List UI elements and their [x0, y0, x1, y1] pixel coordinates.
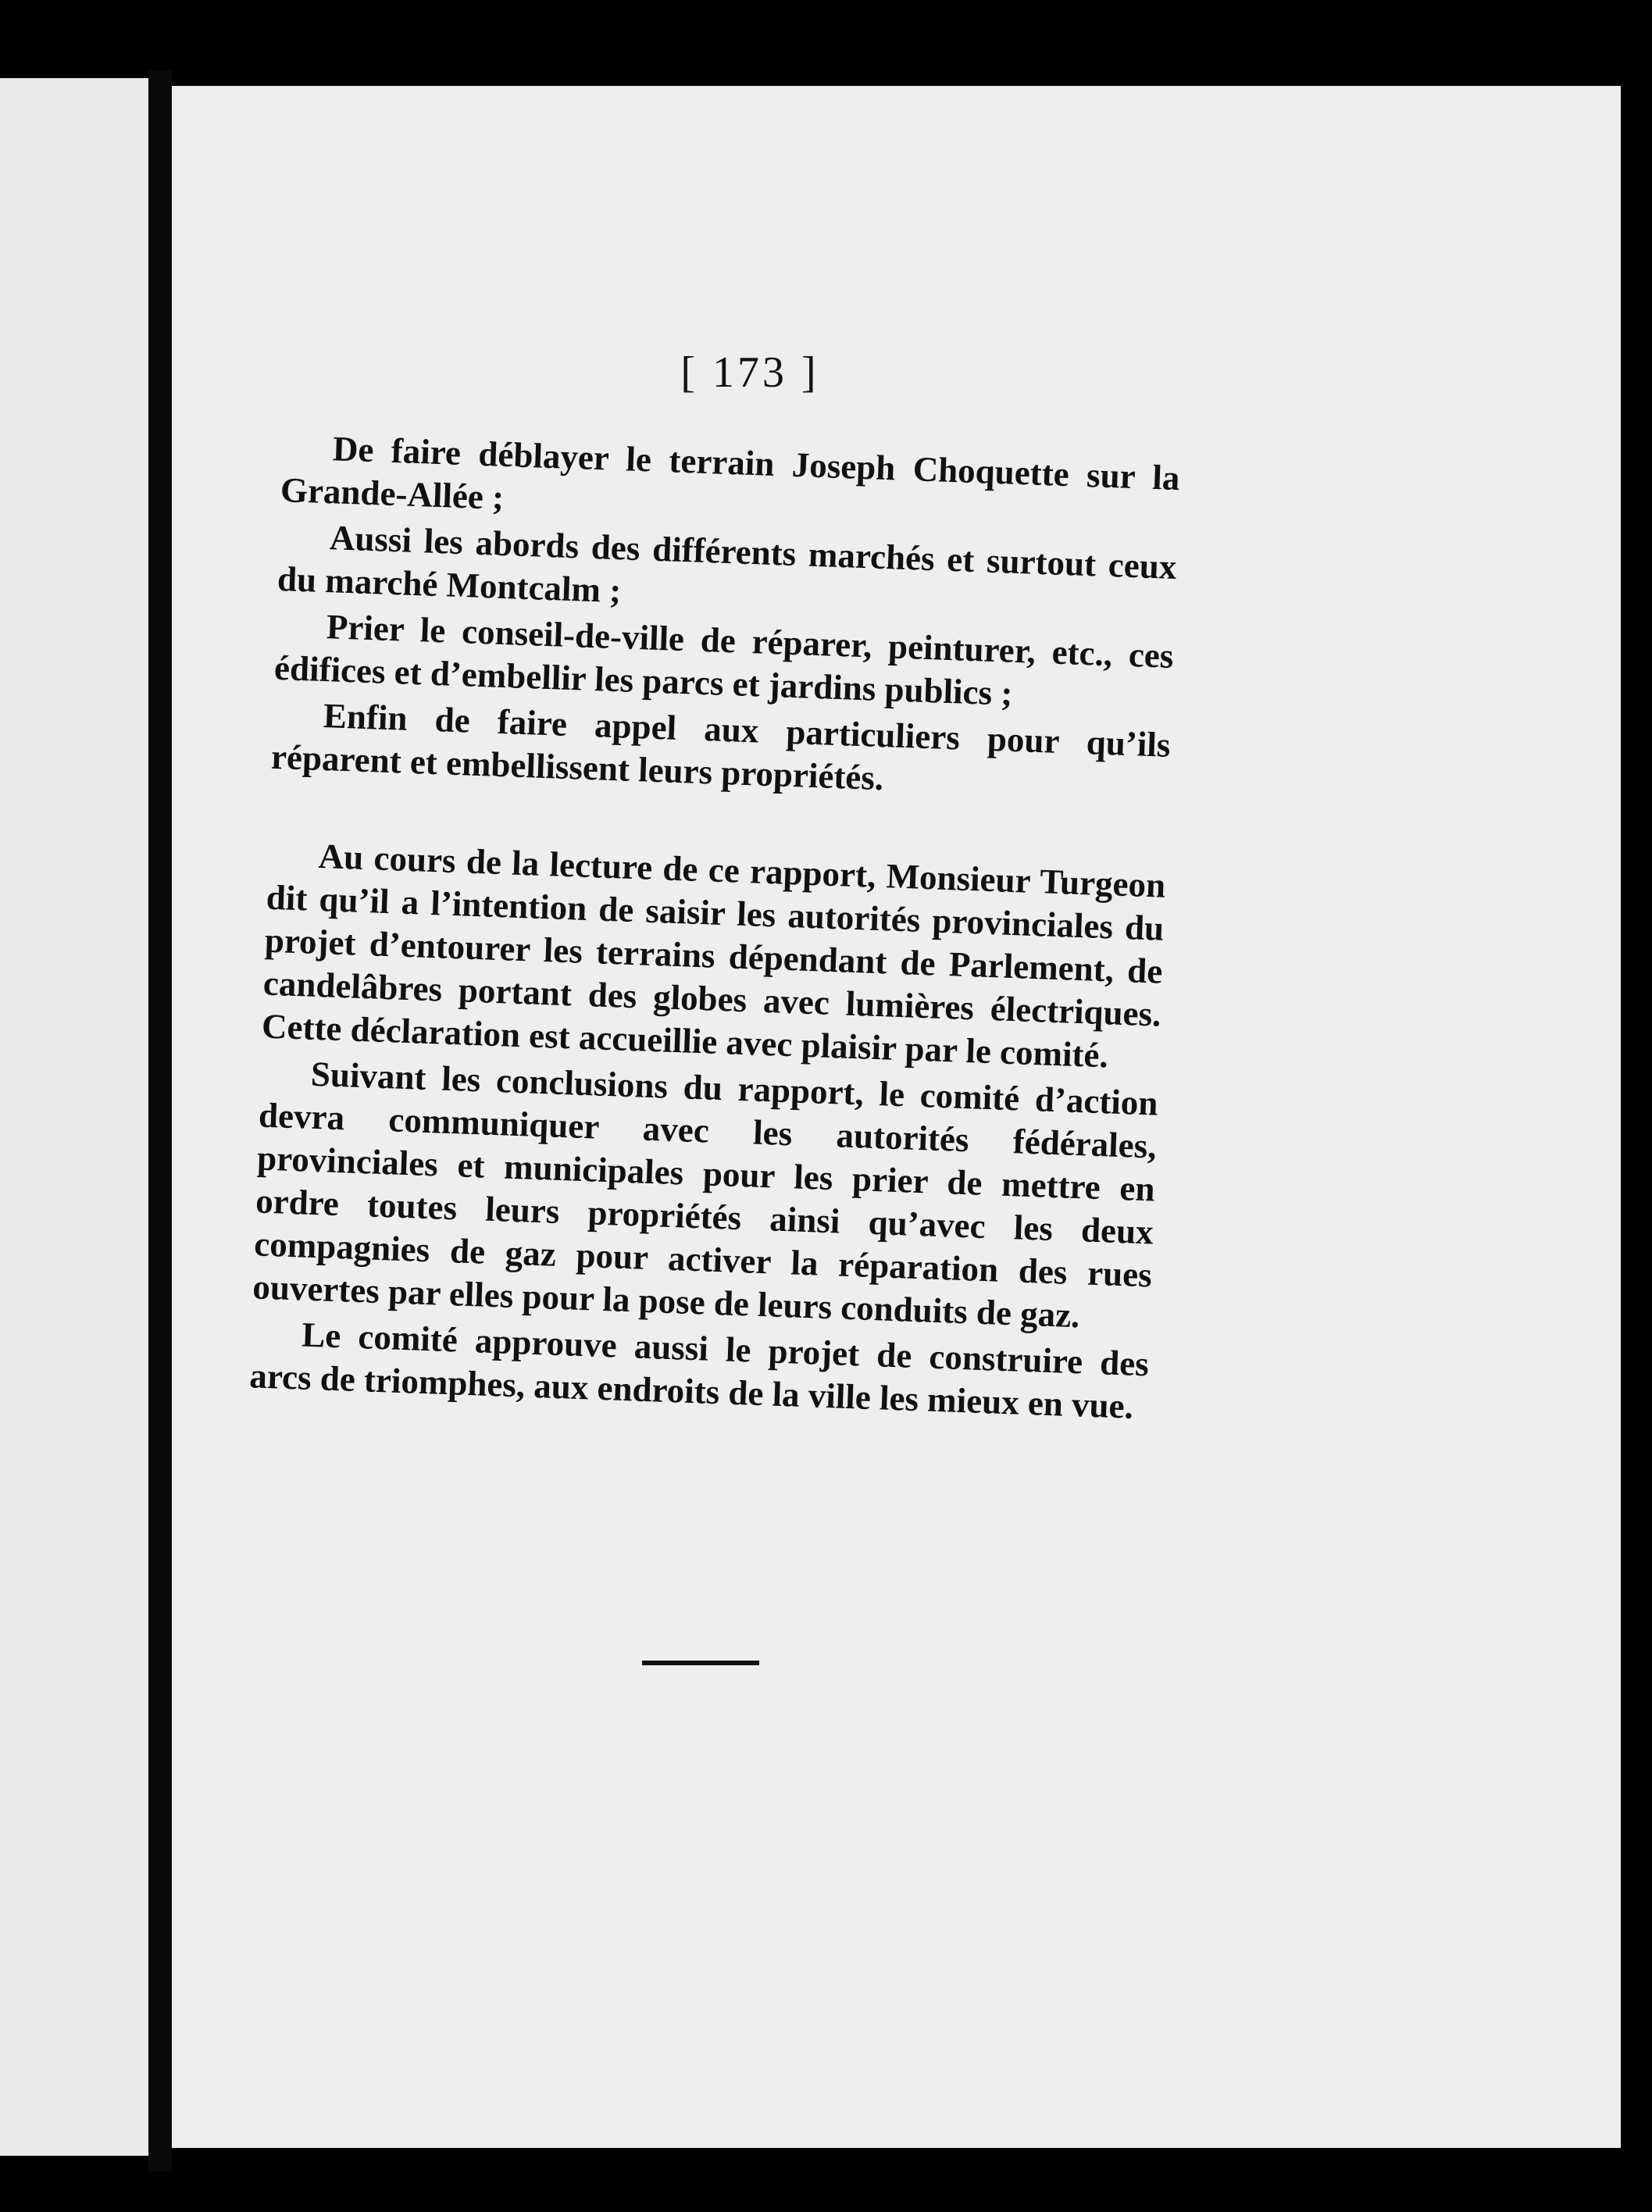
facing-page-edge	[0, 78, 148, 2156]
page-body	[248, 426, 1180, 1432]
paragraph: Au cours de la lecture de ce rapport, Monsieur Turgeon dit qu’il a l’intention de saisir les autorités provinciales du projet d’entourer les terrains dépendant de Parlement, de candelâbres portant des globes avec lumières électriques. Cette déclaration est accueillie avec plaisir par le comité.	[261, 836, 1167, 1076]
paragraph: Aussi les abords des différents marchés et surtout ceux du marché Montcalm ;	[277, 518, 1178, 611]
paragraph: Le comité approuve aussi le projet de construire des arcs de triomphes, aux endroits de la ville les mieux en vue.	[248, 1315, 1150, 1426]
page-number: [ 173 ]	[680, 348, 819, 397]
paragraph: De faire déblayer le terrain Joseph Choquette sur la Grande-Allée ;	[280, 429, 1181, 517]
paragraph: Enfin de faire appel aux particuliers pour qu’ils réparent et embellissent leurs propriétés.	[270, 696, 1172, 798]
paragraph: Suivant les conclusions du rapport, le comité d’action devra communiquer avec les autorités fédérales, provinciales et municipales pour les prier de mettre en ordre toutes leurs propriétés ainsi qu’avec les deux compagnies de gaz pour activer la réparation des rues ouvertes par elles pour la pose de leurs conduits de gaz.	[252, 1054, 1159, 1336]
book-spine	[148, 70, 172, 2171]
end-rule	[642, 1661, 759, 1665]
paragraph: Prier le conseil-de-ville de réparer, peinturer, etc., ces édifices et d’embellir les parcs et jardins publics ;	[273, 607, 1175, 713]
